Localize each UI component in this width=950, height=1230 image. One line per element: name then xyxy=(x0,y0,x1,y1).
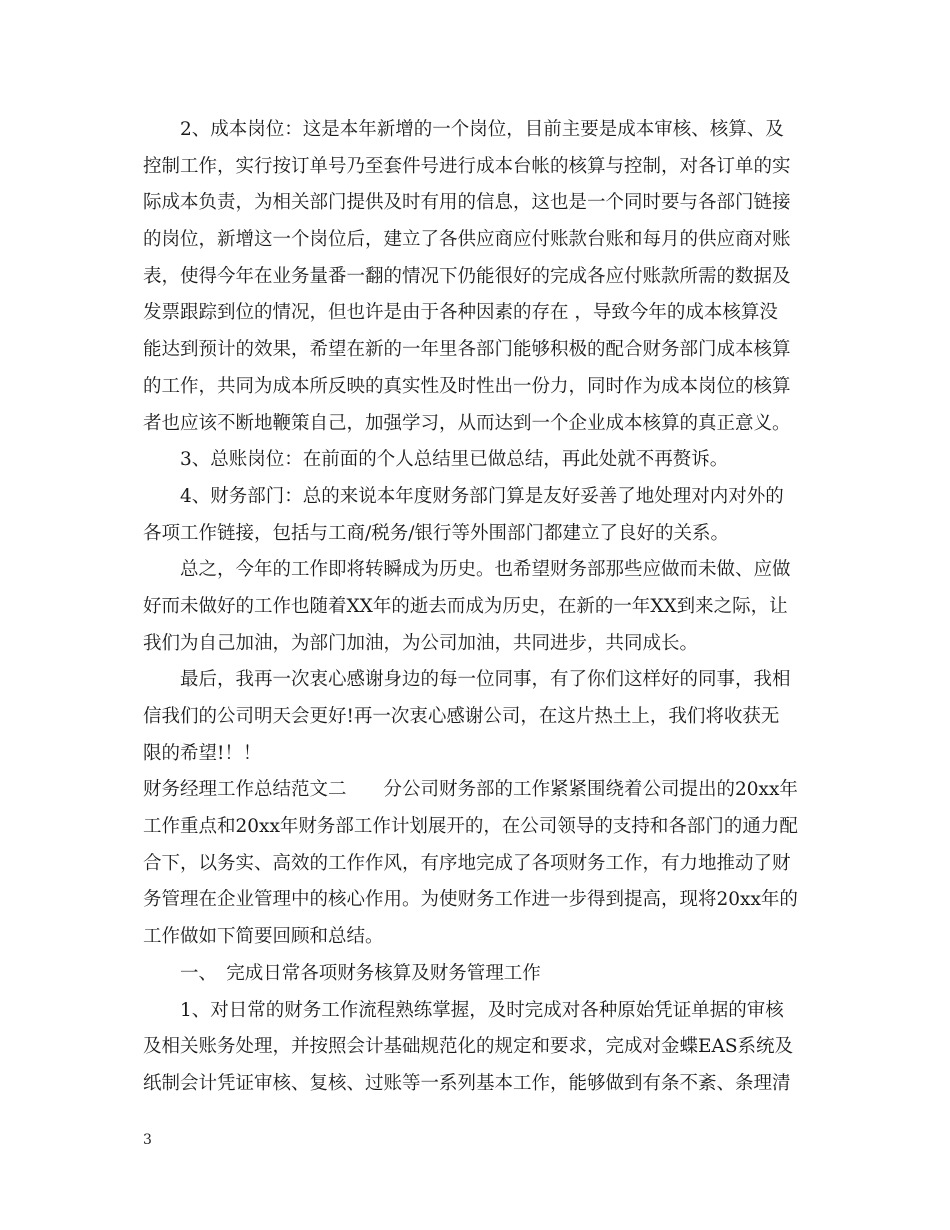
text-line: 及相关账务处理，并按照会计基础规范化的规定和要求，完成对金蝶EAS系统及 xyxy=(143,1036,794,1058)
text-line: 发票跟踪到位的情况，但也许是由于各种因素的存在 ，导致今年的成本核算没 xyxy=(143,302,778,324)
text-line: 纸制会计凭证审核、复核、过账等一系列基本工作，能够做到有条不紊、条理清 xyxy=(143,1072,791,1094)
text-line: 控制工作，实行按订单号乃至套件号进行成本台帐的核算与控制，对各订单的实 xyxy=(143,155,791,177)
text-line: 各项工作链接，包括与工商/税务/银行等外围部门都建立了良好的关系。 xyxy=(143,522,729,544)
text-line: 2、成本岗位：这是本年新增的一个岗位，目前主要是成本审核、核算、及 xyxy=(180,119,784,140)
text-line: 信我们的公司明天会更好!再一次衷心感谢公司，在这片热土上，我们将收获无 xyxy=(143,706,780,727)
text-line: 际成本负责，为相关部门提供及时有用的信息，这也是一个同时要与各部门链接 xyxy=(143,192,791,214)
text-line: 务管理在企业管理中的核心作用。为使财务工作进一步得到提高，现将20xx年的 xyxy=(143,889,798,911)
text-line: 的工作，共同为成本所反映的真实性及时性出一份力，同时作为成本岗位的核算 xyxy=(143,375,791,397)
text-line: 财务经理工作总结范文二 分公司财务部的工作紧紧围绕着公司提出的20xx年 xyxy=(143,779,798,801)
text-line: 最后，我再一次衷心感谢身边的每一位同事，有了你们这样好的同事，我相 xyxy=(180,669,791,691)
text-line: 好而未做好的工作也随着XX年的逝去而成为历史，在新的一年XX到来之际，让 xyxy=(143,595,788,617)
text-line: 工作重点和20xx年财务部工作计划展开的，在公司领导的支持和各部门的通力配 xyxy=(143,816,798,838)
body-text xyxy=(143,112,809,1103)
text-line: 1、对日常的财务工作流程熟练掌握，及时完成对各种原始凭证单据的审核 xyxy=(180,999,784,1021)
text-line: 的岗位，新增这一个岗位后，建立了各供应商应付账款台账和每月的供应商对账 xyxy=(143,229,791,251)
page-number: 3 xyxy=(143,1132,152,1148)
text-line: 表，使得今年在业务量番一翻的情况下仍能很好的完成各应付账款所需的数据及 xyxy=(143,265,791,287)
text-line: 者也应该不断地鞭策自己，加强学习，从而达到一个企业成本核算的真正意义。 xyxy=(143,412,791,434)
section-heading: 一、 完成日常各项财务核算及财务管理工作 xyxy=(180,962,541,984)
text-line: 工作做如下简要回顾和总结。 xyxy=(143,926,384,948)
text-line: 合下，以务实、高效的工作作风，有序地完成了各项财务工作，有力地推动了财 xyxy=(143,852,791,874)
text-line: 3、总账岗位：在前面的个人总结里已做总结，再此处就不再赘诉。 xyxy=(180,449,729,471)
text-line: 限的希望!！！ xyxy=(143,742,262,764)
text-line: 4、财务部门：总的来说本年度财务部门算是友好妥善了地处理对内对外的 xyxy=(180,485,784,507)
text-line: 我们为自己加油，为部门加油，为公司加油，共同进步，共同成长。 xyxy=(143,632,699,654)
text-line: 总之，今年的工作即将转瞬成为历史。也希望财务部那些应做而未做、应做 xyxy=(180,559,791,581)
text-line: 能达到预计的效果，希望在新的一年里各部门能够积极的配合财务部门成本核算 xyxy=(143,339,791,361)
